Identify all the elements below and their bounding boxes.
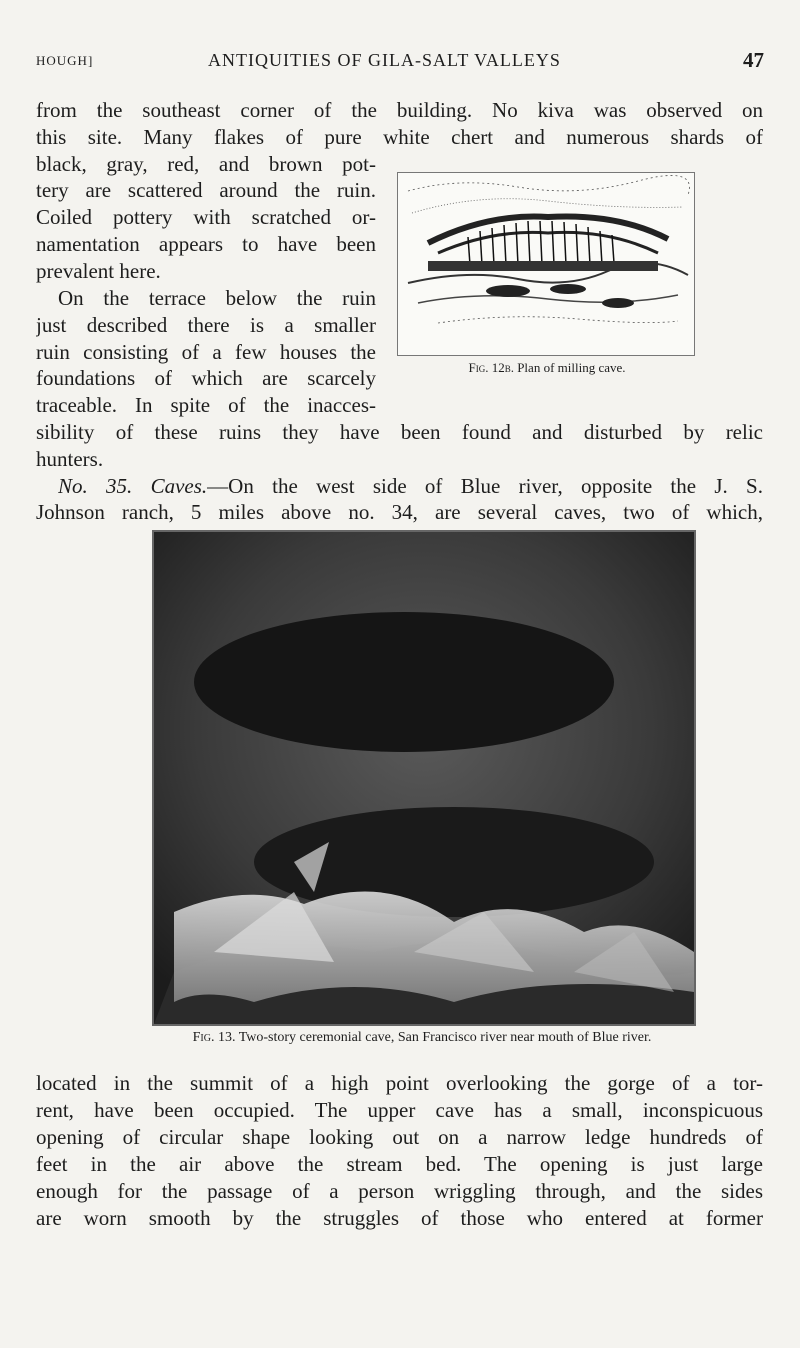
page-number: 47	[743, 48, 764, 72]
body-line: tery are scattered around the ruin.	[36, 178, 376, 202]
body-line: Johnson ranch, 5 miles above no. 34, are several caves, two of which,	[36, 500, 763, 524]
body-line: enough for the passage of a person wriggling through, and the sides	[36, 1179, 763, 1203]
section-heading-line	[58, 474, 763, 498]
body-line: from the southeast corner of the building. No kiva was observed on	[36, 98, 763, 122]
body-line: opening of circular shape looking out on a narrow ledge hundreds of	[36, 1125, 763, 1149]
figure-13-label: Fig. 13.	[192, 1030, 236, 1045]
body-line: sibility of these ruins they have been found and disturbed by relic	[36, 420, 763, 444]
cave-photograph	[154, 532, 694, 1024]
figure-12b-caption	[422, 360, 672, 376]
header-title: ANTIQUITIES OF GILA-SALT VALLEYS	[208, 50, 561, 70]
section-title: Caves.	[150, 474, 208, 498]
body-line: namentation appears to have been	[36, 232, 376, 256]
running-header	[36, 50, 764, 74]
section-number: No. 35.	[58, 474, 133, 498]
body-line: this site. Many flakes of pure white chert and numerous shards of	[36, 125, 763, 149]
figure-13-caption	[152, 1030, 692, 1046]
ceremonial-cave-photo	[152, 530, 696, 1026]
body-line: rent, have been occupied. The upper cave has a small, inconspicuous	[36, 1098, 763, 1122]
body-line: Coiled pottery with scratched or-	[36, 205, 376, 229]
section-text: —On the west side of Blue river, opposite the J. S.	[207, 474, 763, 498]
body-line: are worn smooth by the struggles of those who entered at former	[36, 1206, 763, 1230]
body-line: traceable. In spite of the inacces-	[36, 393, 376, 417]
body-line: hunters.	[36, 447, 104, 471]
body-line: ruin consisting of a few houses the	[36, 340, 376, 364]
body-line: located in the summit of a high point overlooking the gorge of a tor-	[36, 1071, 763, 1095]
header-author: HOUGH]	[36, 53, 94, 68]
body-line: just described there is a smaller	[36, 313, 376, 337]
body-line: foundations of which are scarcely	[36, 366, 376, 390]
body-line: black, gray, red, and brown pot-	[36, 152, 376, 176]
milling-cave-plan-drawing	[398, 173, 694, 355]
figure-12b-caption-text: Plan of milling cave.	[517, 360, 626, 375]
body-line: feet in the air above the stream bed. The opening is just large	[36, 1152, 763, 1176]
figure-12b-label: Fig. 12b.	[468, 360, 514, 375]
milling-cave-plan-figure	[397, 172, 695, 356]
body-line: On the terrace below the ruin	[58, 286, 376, 310]
figure-13-caption-text: Two-story ceremonial cave, San Francisco river near mouth of Blue river.	[238, 1030, 652, 1045]
body-line: prevalent here.	[36, 259, 161, 283]
